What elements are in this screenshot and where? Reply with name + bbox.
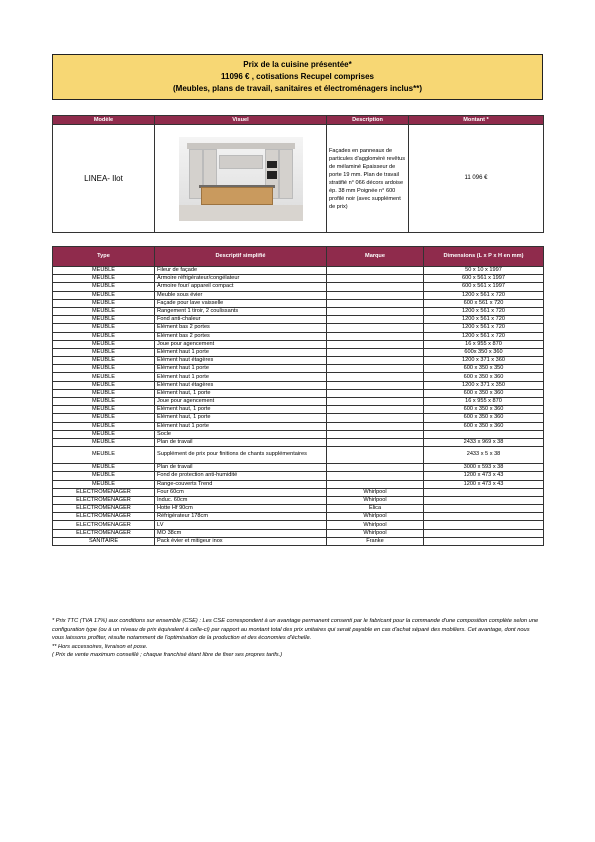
row-description: Range-couverts Trend (155, 480, 327, 488)
row-description: Elément bas 2 portes (155, 332, 327, 340)
row-dimensions (424, 505, 544, 513)
row-brand (327, 299, 424, 307)
row-brand: Whirlpool (327, 496, 424, 504)
row-brand: Whirlpool (327, 488, 424, 496)
row-type: MEUBLE (53, 398, 155, 406)
items-table-header (53, 247, 544, 267)
price-includes: (Meubles, plans de travail, sanitaires et électroménagers inclus**) (173, 84, 422, 93)
kitchen-image (179, 137, 303, 221)
header-montant: Montant * (409, 116, 544, 125)
table-row (53, 398, 544, 406)
row-description: Joue pour agencement (155, 398, 327, 406)
table-row (53, 348, 544, 356)
row-brand: Franke (327, 537, 424, 545)
row-dimensions: 1200 x 371 x 350 (424, 381, 544, 389)
table-row (53, 283, 544, 291)
header-modele: Modèle (53, 116, 155, 125)
row-type: MEUBLE (53, 480, 155, 488)
row-type: MEUBLE (53, 414, 155, 422)
footnotes (52, 617, 543, 660)
row-dimensions: 600 x 350 x 360 (424, 373, 544, 381)
row-brand (327, 291, 424, 299)
price-amount: 11096 € , cotisations Recupel comprises (221, 72, 374, 81)
row-type: MEUBLE (53, 324, 155, 332)
model-name: LINEA- Ilot (53, 125, 155, 233)
table-row (53, 340, 544, 348)
row-type: MEUBLE (53, 299, 155, 307)
row-description: Joue pour agencement (155, 340, 327, 348)
row-description: Elément haut étagères (155, 381, 327, 389)
row-type: MEUBLE (53, 316, 155, 324)
row-brand (327, 307, 424, 315)
row-brand (327, 267, 424, 275)
table-row (53, 472, 544, 480)
table-row (53, 529, 544, 537)
row-description: Four 60cm (155, 488, 327, 496)
row-brand (327, 430, 424, 438)
row-brand (327, 324, 424, 332)
row-brand (327, 464, 424, 472)
row-description: Elément haut 1 porte (155, 365, 327, 373)
row-type: MEUBLE (53, 283, 155, 291)
row-dimensions: 600 x 350 x 360 (424, 422, 544, 430)
row-dimensions: 1200 x 473 x 43 (424, 472, 544, 480)
row-dimensions (424, 488, 544, 496)
row-description: Supplément de prix pour finitions de chants supplémentaires (155, 447, 327, 464)
row-brand (327, 398, 424, 406)
row-type: ELECTROMENAGER (53, 496, 155, 504)
table-row (53, 316, 544, 324)
row-dimensions: 2433 x 969 x 38 (424, 438, 544, 446)
row-dimensions: 2433 x 5 x 38 (424, 447, 544, 464)
row-brand (327, 422, 424, 430)
price-summary-box (52, 54, 543, 100)
row-type: MEUBLE (53, 373, 155, 381)
row-dimensions: 600 x 561 x 720 (424, 299, 544, 307)
row-brand (327, 438, 424, 446)
header-description: Description (327, 116, 409, 125)
table-row (53, 357, 544, 365)
table-row (53, 505, 544, 513)
price-title: Prix de la cuisine présentée* (243, 60, 352, 69)
row-dimensions: 1200 x 561 x 720 (424, 324, 544, 332)
model-amount: 11 096 € (409, 125, 544, 233)
row-type: ELECTROMENAGER (53, 529, 155, 537)
row-description: Armoire four/ appareil compact (155, 283, 327, 291)
row-description: Plan de travail (155, 438, 327, 446)
row-dimensions: 1200 x 371 x 360 (424, 357, 544, 365)
row-type: MEUBLE (53, 357, 155, 365)
row-brand (327, 373, 424, 381)
row-brand (327, 275, 424, 283)
row-dimensions: 600 x 350 x 350 (424, 365, 544, 373)
row-brand (327, 447, 424, 464)
header-type: Type (53, 247, 155, 267)
row-brand (327, 381, 424, 389)
row-description: Elément haut, 1 porte (155, 406, 327, 414)
table-row (53, 414, 544, 422)
table-row (53, 307, 544, 315)
table-row (53, 324, 544, 332)
table-row (53, 291, 544, 299)
row-type: MEUBLE (53, 348, 155, 356)
header-marque: Marque (327, 247, 424, 267)
table-row (53, 275, 544, 283)
row-dimensions: 600 x 350 x 360 (424, 414, 544, 422)
row-description: Elément haut 1 porte (155, 422, 327, 430)
table-row (53, 513, 544, 521)
row-description: Elément haut étagères (155, 357, 327, 365)
header-dimensions: Dimensions (L x P x H en mm) (424, 247, 544, 267)
row-brand (327, 283, 424, 291)
table-row (53, 406, 544, 414)
table-row (53, 521, 544, 529)
row-brand: Whirlpool (327, 521, 424, 529)
row-dimensions: 600 x 561 x 1997 (424, 283, 544, 291)
row-type: MEUBLE (53, 389, 155, 397)
row-description: MO 38cm (155, 529, 327, 537)
row-type: MEUBLE (53, 307, 155, 315)
row-type: MEUBLE (53, 447, 155, 464)
row-brand: Whirlpool (327, 529, 424, 537)
row-dimensions: 1200 x 561 x 720 (424, 307, 544, 315)
row-description: Elément haut, 1 porte (155, 414, 327, 422)
table-row (53, 422, 544, 430)
header-descriptif: Descriptif simplifié (155, 247, 327, 267)
row-description: Façade pour lave vaisselle (155, 299, 327, 307)
row-type: MEUBLE (53, 430, 155, 438)
table-row (53, 365, 544, 373)
row-description: Elément haut, 1 porte (155, 389, 327, 397)
row-description: Hotte Hf 90cm (155, 505, 327, 513)
model-table (52, 115, 544, 233)
row-type: MEUBLE (53, 275, 155, 283)
row-type: MEUBLE (53, 406, 155, 414)
footnote-cse: * Prix TTC (TVA 17%) aux conditions sur ensemble (CSE) : Les CSE correspondent à un avantage permanent consenti par le fabricant pour la commande d'une composition complète selon une configuration type (ou à un niveau de prix équivalent à celle-ci) par rapport au montant total des prix unitaires qui serait payable en cas d'achat séparé des mobiliers. Cet avantage, dont nous vous laissons profiter, résulte notamment de l'optimisation de la production et des économies d'échelle. (52, 618, 539, 642)
header-visuel: Visuel (155, 116, 327, 125)
row-dimensions (424, 537, 544, 545)
row-dimensions (424, 521, 544, 529)
row-type: MEUBLE (53, 267, 155, 275)
table-row (53, 464, 544, 472)
row-type: ELECTROMENAGER (53, 521, 155, 529)
row-description: Induc. 60cm (155, 496, 327, 504)
row-brand (327, 406, 424, 414)
table-row (53, 267, 544, 275)
row-dimensions (424, 513, 544, 521)
row-type: MEUBLE (53, 422, 155, 430)
row-brand (327, 316, 424, 324)
row-dimensions: 600 x 350 x 360 (424, 406, 544, 414)
row-description: Pack évier et mitigeur inox (155, 537, 327, 545)
row-brand (327, 480, 424, 488)
table-row (53, 373, 544, 381)
row-description: Armoire réfrigérateur/congélateur (155, 275, 327, 283)
model-description: Façades en panneaux de particules d'aggloméré revêtus de mélaminé Epaisseur de porte 19 mm. Plan de travail stratifié n° 066 décors ardoise ép. 38 mm Poignée n° 600 profilé noir (avec supplément de prix) (327, 125, 409, 233)
table-row (53, 332, 544, 340)
row-brand (327, 365, 424, 373)
model-row (53, 125, 544, 233)
row-dimensions (424, 430, 544, 438)
row-type: ELECTROMENAGER (53, 488, 155, 496)
row-dimensions: 1200 x 473 x 43 (424, 480, 544, 488)
row-type: MEUBLE (53, 381, 155, 389)
row-description: LV (155, 521, 327, 529)
row-description: Rangement 1 tiroir, 2 coulissants (155, 307, 327, 315)
row-brand (327, 357, 424, 365)
row-description: Elément haut 1 porte (155, 373, 327, 381)
row-dimensions: 1200 x 561 x 720 (424, 332, 544, 340)
table-row (53, 488, 544, 496)
row-dimensions: 3000 x 593 x 38 (424, 464, 544, 472)
row-dimensions: 1200 x 561 x 720 (424, 291, 544, 299)
table-row (53, 447, 544, 464)
table-row (53, 480, 544, 488)
row-dimensions: 16 x 955 x 870 (424, 340, 544, 348)
row-dimensions: 16 x 955 x 870 (424, 398, 544, 406)
row-brand (327, 332, 424, 340)
row-brand (327, 389, 424, 397)
items-table (52, 246, 544, 546)
row-type: MEUBLE (53, 472, 155, 480)
row-brand (327, 414, 424, 422)
row-type: MEUBLE (53, 340, 155, 348)
row-dimensions (424, 496, 544, 504)
row-dimensions: 600 x 350 x 360 (424, 389, 544, 397)
table-row (53, 496, 544, 504)
row-type: MEUBLE (53, 464, 155, 472)
row-type: MEUBLE (53, 332, 155, 340)
footnote-exclusions: ** Hors accessoires, livraison et pose. (52, 643, 148, 650)
row-description: Plan de travail (155, 464, 327, 472)
row-description: Elément haut 1 porte (155, 348, 327, 356)
row-type: MEUBLE (53, 365, 155, 373)
table-row (53, 389, 544, 397)
table-row (53, 299, 544, 307)
row-type: SANITAIRE (53, 537, 155, 545)
items-table-body (53, 267, 544, 546)
row-type: MEUBLE (53, 291, 155, 299)
row-description: Fileur de façade (155, 267, 327, 275)
row-description: Fond anti-chaleur (155, 316, 327, 324)
table-row (53, 430, 544, 438)
table-row (53, 537, 544, 545)
row-description: Réfrigérateur 178cm (155, 513, 327, 521)
kitchen-visual-cell (155, 125, 327, 233)
row-dimensions: 1200 x 561 x 720 (424, 316, 544, 324)
row-brand (327, 340, 424, 348)
row-description: Socle (155, 430, 327, 438)
row-type: ELECTROMENAGER (53, 513, 155, 521)
row-dimensions: 600x 350 x 360 (424, 348, 544, 356)
row-brand: Whirlpool (327, 513, 424, 521)
row-dimensions: 600 x 561 x 1997 (424, 275, 544, 283)
row-brand (327, 472, 424, 480)
row-dimensions (424, 529, 544, 537)
row-brand (327, 348, 424, 356)
row-type: ELECTROMENAGER (53, 505, 155, 513)
row-description: Fond de protection anti-humidité (155, 472, 327, 480)
table-row (53, 381, 544, 389)
footnote-price-disclaimer: ( Prix de vente maximum conseillé ; chaque franchisé étant libre de fixer ses propres tarifs.) (52, 652, 283, 659)
row-description: Meuble sous évier (155, 291, 327, 299)
table-row (53, 438, 544, 446)
row-description: Elément bas 2 portes (155, 324, 327, 332)
row-type: MEUBLE (53, 438, 155, 446)
row-dimensions: 50 x 10 x 1997 (424, 267, 544, 275)
model-table-header (53, 116, 544, 125)
row-brand: Elica (327, 505, 424, 513)
